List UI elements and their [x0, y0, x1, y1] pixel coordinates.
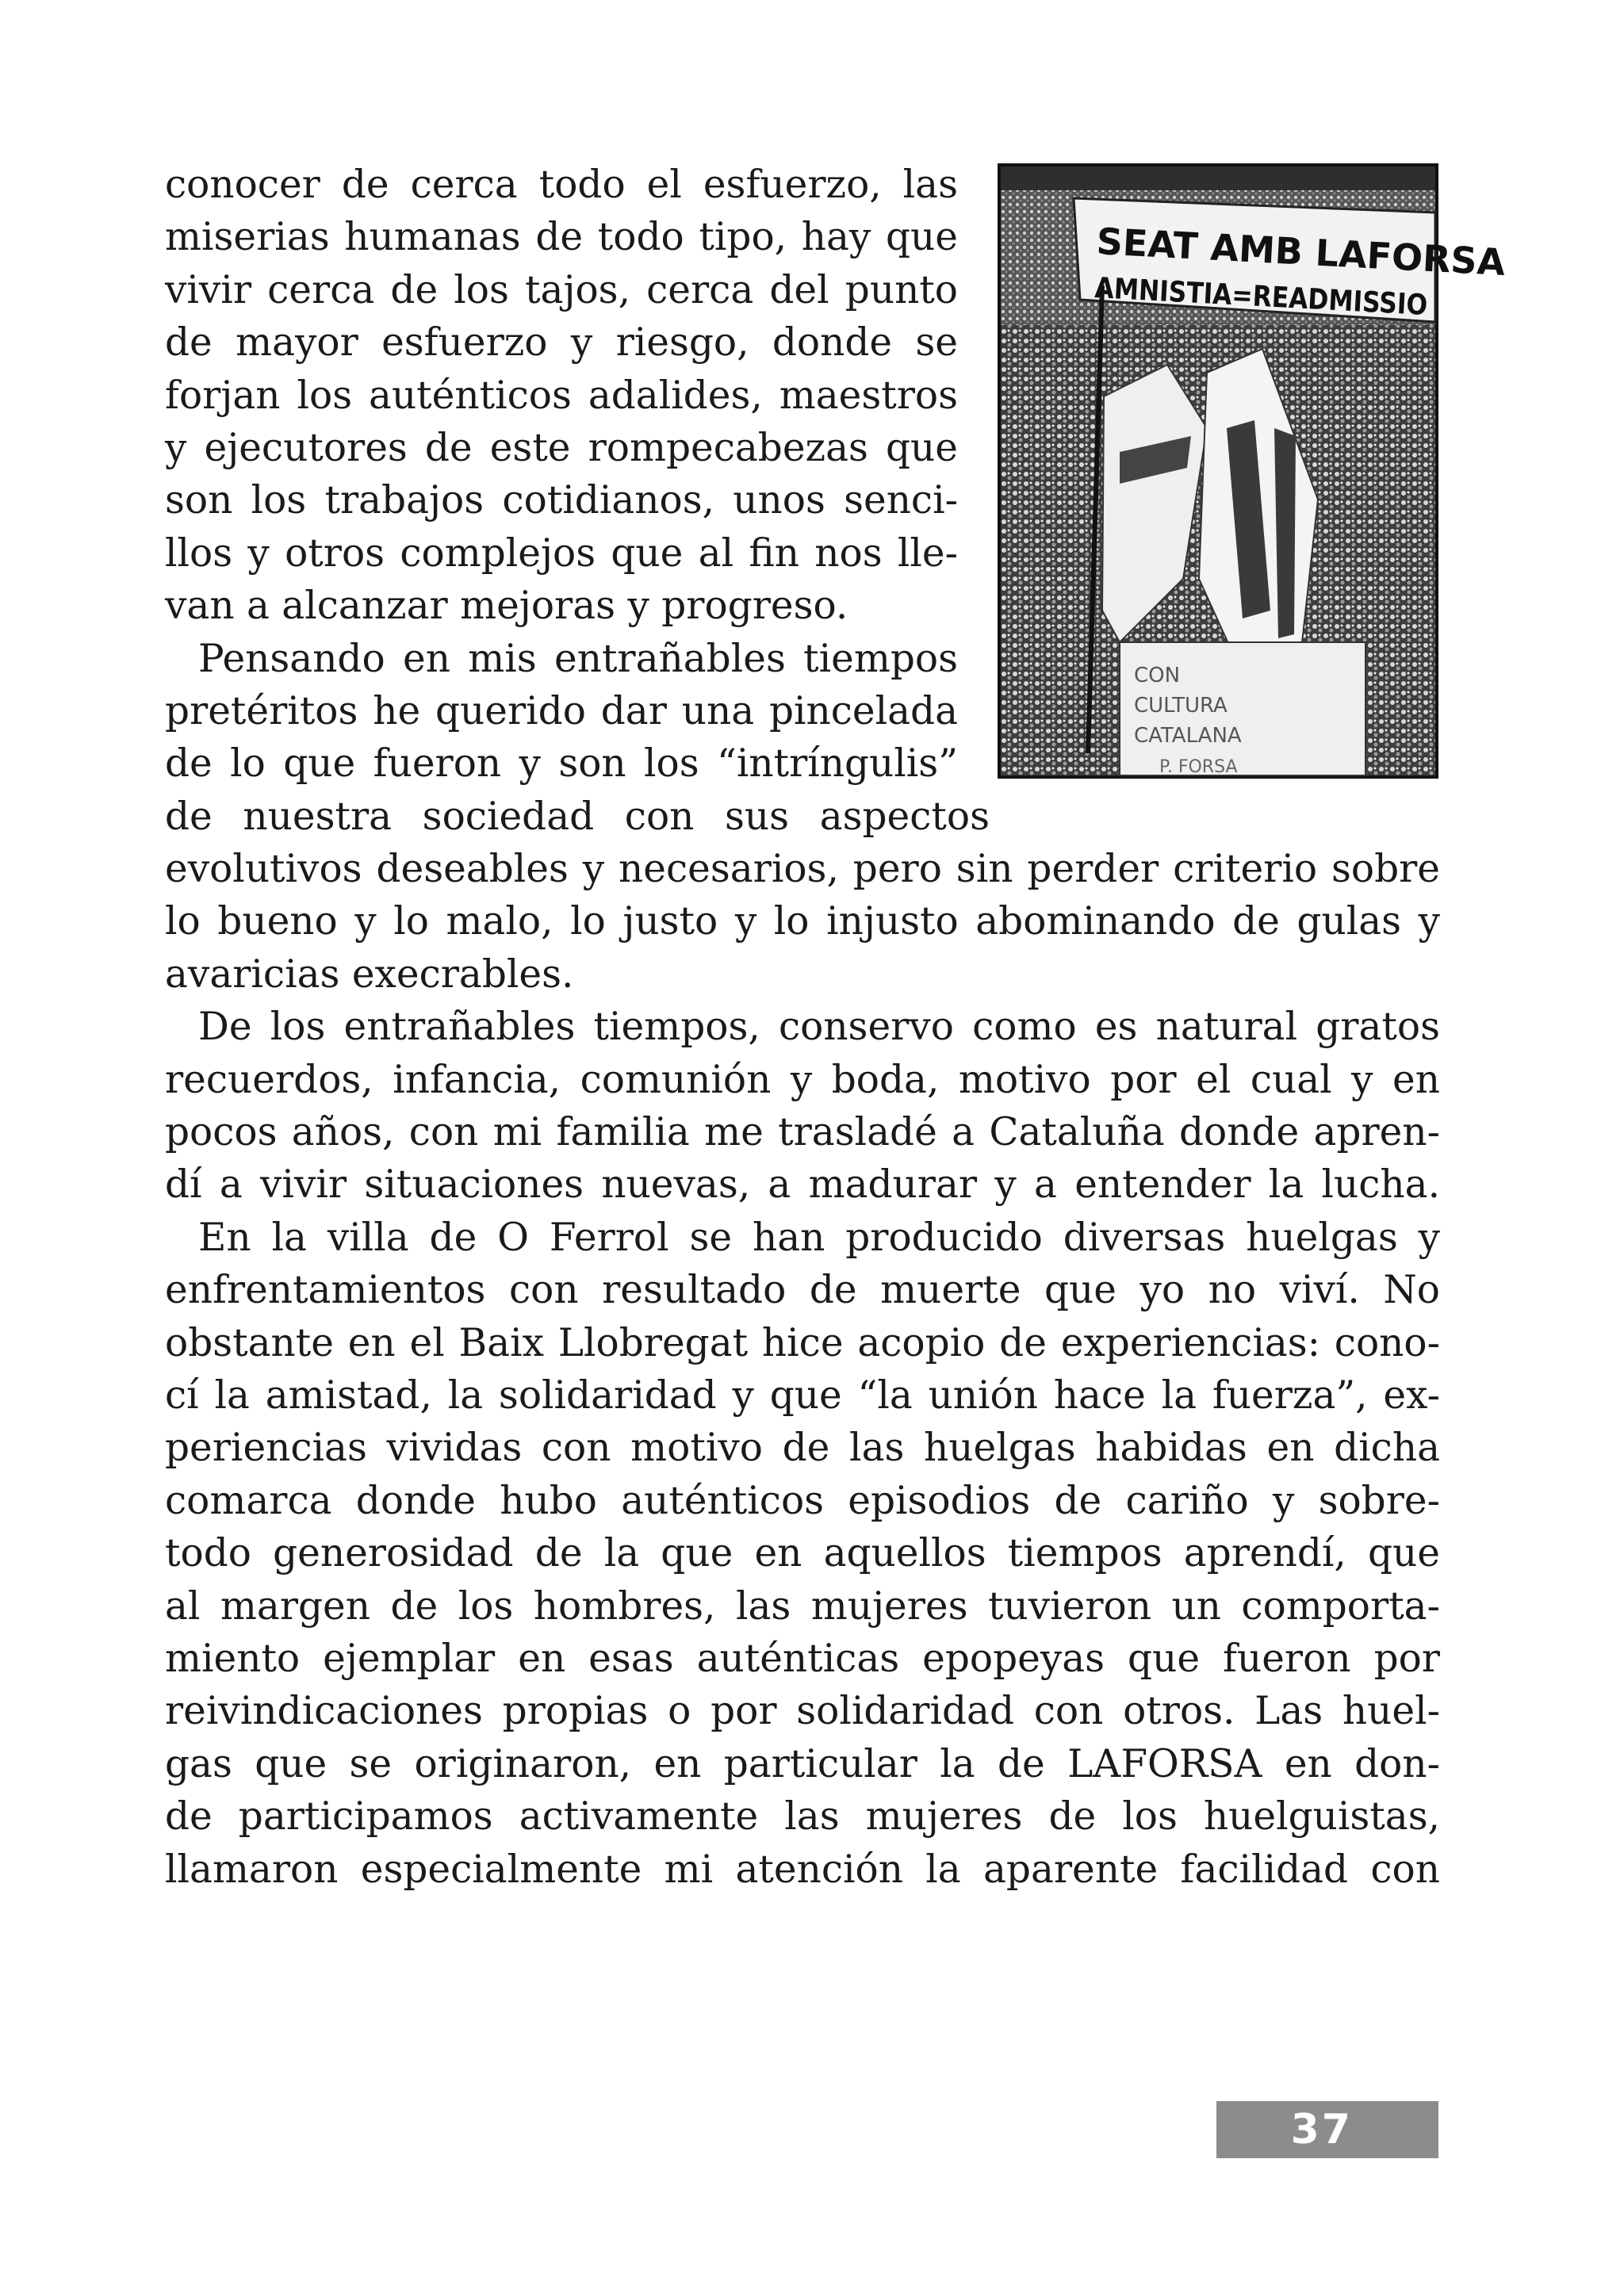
paragraph-2: [165, 633, 1440, 1001]
text-line: comarca donde hubo auténticos episodios de cariño y sobre-: [165, 1478, 1440, 1523]
banner-text-2: AMNISTIA=READMISSIO: [1094, 272, 1478, 325]
text-line: miento ejemplar en esas auténticas epopeyas que fueron por: [165, 1636, 1440, 1681]
text-line: enfrentamientos con resultado de muerte que yo no viví. No: [165, 1268, 1440, 1313]
text-line: lo bueno y lo malo, lo justo y lo injusto abominando de gulas y: [165, 899, 1440, 944]
banner-text-1: SEAT AMB LAFORSA: [1095, 220, 1507, 284]
text-line: pretéritos he querido dar una pincelada: [165, 688, 958, 733]
text-line: van a alcanzar mejoras y progreso.: [165, 584, 848, 629]
text-line: y ejecutores de este rompecabezas que: [165, 425, 958, 470]
paragraph-4: [165, 1212, 1440, 1896]
text-line: vivir cerca de los tajos, cerca del punto: [165, 267, 958, 312]
sign-text-3: CATALANA: [1134, 724, 1242, 748]
sign-text-4: P. FORSA: [1159, 757, 1238, 777]
page-number-badge: [1216, 2101, 1438, 2158]
text-line: cí la amistad, la solidaridad y que “la unión hace la fuerza”, ex-: [165, 1372, 1440, 1418]
text-line: evolutivos deseables y necesarios, pero sin perder criterio sobre: [165, 847, 1440, 892]
text-line: de participamos activamente las mujeres de los huelguistas,: [165, 1794, 1440, 1839]
paragraph-3: [165, 1001, 1440, 1212]
text-line: periencias vividas con motivo de las huelgas habidas en dicha: [165, 1426, 1440, 1471]
text-line: gas que se originaron, en particular la de LAFORSA en don-: [165, 1741, 1440, 1786]
paragraph-1: [165, 159, 1478, 633]
text-line: En la villa de O Ferrol se han producido diversas huelgas y: [198, 1215, 1440, 1260]
text-line: obstante en el Baix Llobregat hice acopio de experiencias: cono-: [165, 1320, 1440, 1365]
text-line: llamaron especialmente mi atención la aparente facilidad con: [165, 1847, 1440, 1892]
text-line: reivindicaciones propias o por solidaridad con otros. Las huel-: [165, 1689, 1440, 1734]
text-line: llos y otros complejos que al fin nos lle-: [165, 530, 958, 576]
body-text: [165, 159, 1478, 1896]
text-line: De los entrañables tiempos, conservo como es natural gratos: [198, 1005, 1440, 1050]
text-line: son los trabajos cotidianos, unos senci-: [165, 478, 958, 523]
text-line: dí a vivir situaciones nuevas, a madurar y a entender la lucha.: [165, 1162, 1440, 1208]
text-line: miserias humanas de todo tipo, hay que: [165, 215, 958, 260]
text-line: pocos años, con mi familia me trasladé a Cataluña donde apren-: [165, 1110, 1440, 1155]
text-line: de mayor esfuerzo y riesgo, donde se: [165, 320, 958, 366]
text-line: conocer de cerca todo el esfuerzo, las: [165, 163, 958, 207]
text-line: al margen de los hombres, las mujeres tuvieron un comporta-: [165, 1583, 1440, 1629]
text-line: Pensando en mis entrañables tiempos: [198, 636, 958, 681]
sign-text-1: CON: [1134, 664, 1181, 687]
text-line: avaricias execrables.: [165, 951, 574, 997]
page-number: 37: [1290, 2106, 1353, 2153]
text-line: de lo que fueron y son los “intríngulis”: [165, 741, 958, 787]
text-line: recuerdos, infancia, comunión y boda, motivo por el cual y en: [165, 1057, 1440, 1102]
text-line: todo generosidad de la que en aquellos tiempos aprendí, que: [165, 1531, 1440, 1576]
text-line: forjan los auténticos adalides, maestros: [165, 373, 958, 418]
sign-text-2: CULTURA: [1134, 694, 1228, 718]
text-line: de nuestra sociedad con sus aspectos: [165, 794, 990, 839]
